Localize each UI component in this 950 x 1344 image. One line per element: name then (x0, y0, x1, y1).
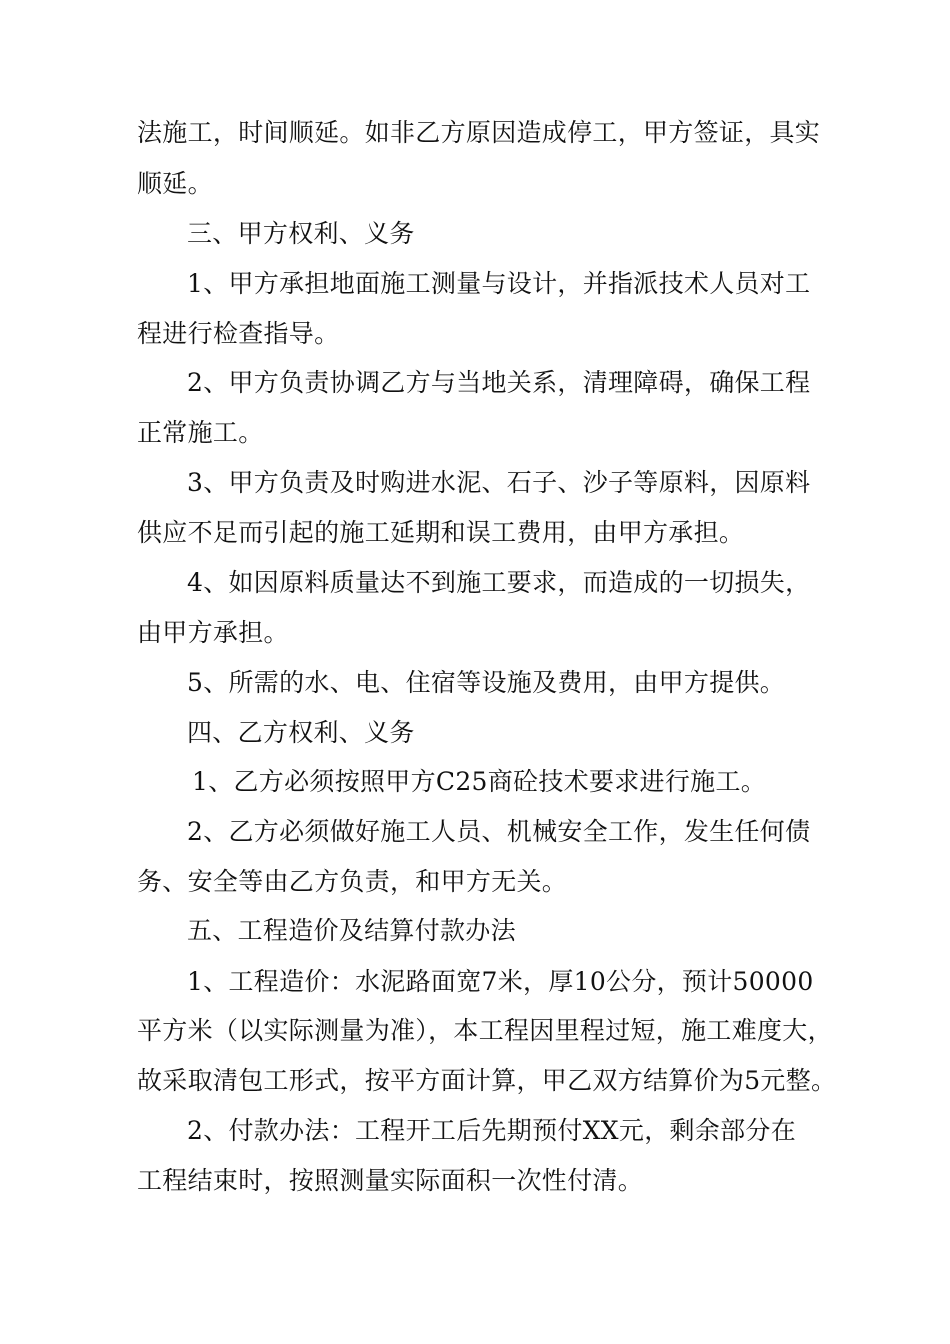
text-line: 1、工程造价：水泥路面宽7米，厚10公分，预计50000 (187, 967, 814, 996)
text-line: 法施工，时间顺延。如非乙方原因造成停工，甲方签证，具实 (137, 118, 821, 147)
text-line: 1、乙方必须按照甲方C25商砼技术要求进行施工。 (192, 767, 767, 796)
text-line: 1、甲方承担地面施工测量与设计，并指派技术人员对工 (187, 269, 811, 298)
text-line: 3、甲方负责及时购进水泥、石子、沙子等原料，因原料 (187, 468, 811, 497)
text-line: 程进行检查指导。 (137, 319, 340, 348)
text-line: 4、如因原料质量达不到施工要求，而造成的一切损失， (187, 568, 811, 597)
text-line: 2、甲方负责协调乙方与当地关系，清理障碍，确保工程 (187, 368, 811, 397)
text-line: 务、安全等由乙方负责，和甲方无关。 (137, 867, 568, 896)
text-line: 5、所需的水、电、住宿等设施及费用，由甲方提供。 (187, 668, 786, 697)
text-line: 故采取清包工形式，按平方面计算，甲乙双方结算价为5元整。 (137, 1066, 837, 1095)
text-line: 由甲方承担。 (137, 618, 289, 647)
text-line: 2、付款办法：工程开工后先期预付XX元，剩余部分在 (187, 1116, 797, 1145)
text-line: 正常施工。 (137, 418, 264, 447)
text-line: 2、乙方必须做好施工人员、机械安全工作，发生任何债 (187, 817, 811, 846)
text-line: 工程结束时，按照测量实际面积一次性付清。 (137, 1166, 644, 1195)
text-line: 供应不足而引起的施工延期和误工费用，由甲方承担。 (137, 518, 745, 547)
section-heading: 五、工程造价及结算付款办法 (187, 916, 516, 945)
text-line: 顺延。 (137, 169, 213, 198)
text-line: 平方米（以实际测量为准），本工程因里程过短，施工难度大， (137, 1016, 833, 1045)
section-heading: 四、乙方权利、义务 (187, 718, 415, 747)
section-heading: 三、甲方权利、义务 (187, 219, 415, 248)
